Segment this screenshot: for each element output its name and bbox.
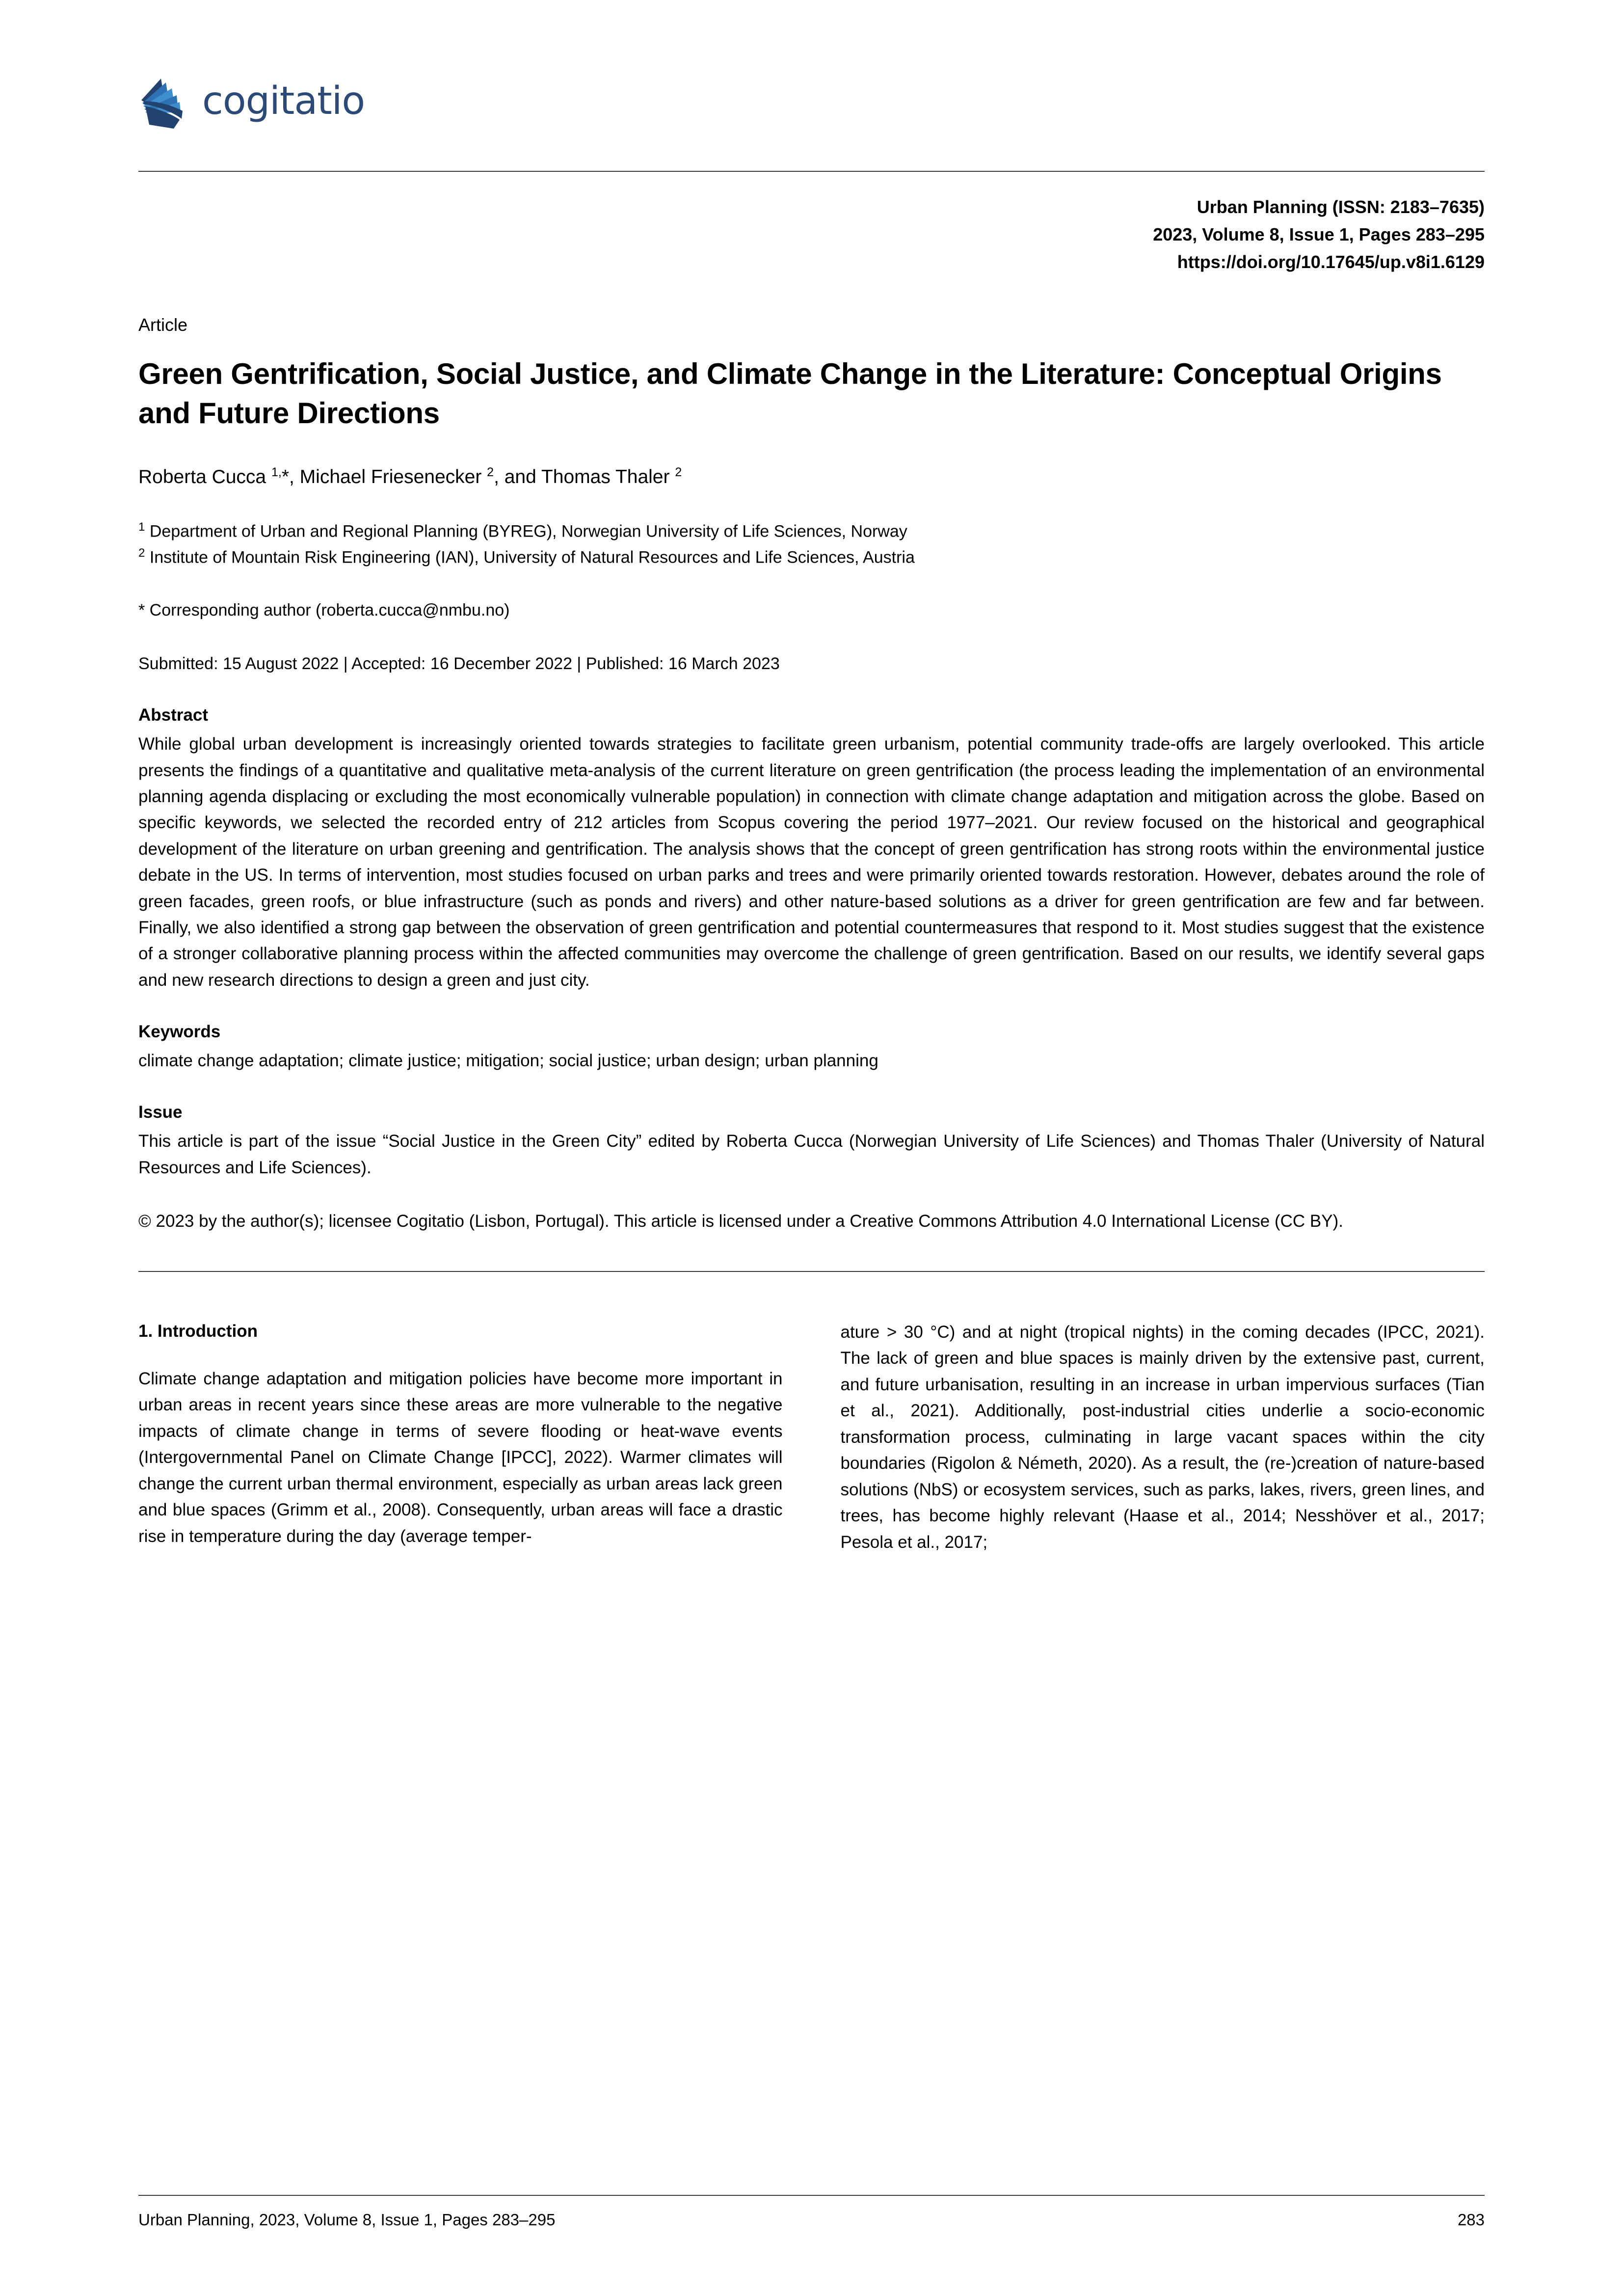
footer-divider [138, 2195, 1485, 2196]
page-footer [138, 2195, 1485, 2231]
masthead [138, 0, 1485, 152]
section-heading-introduction: 1. Introduction [138, 1321, 258, 1341]
publisher-logo [138, 74, 1485, 129]
intro-paragraph-right: ature > 30 °C) and at night (tropical nights) in the coming decades (IPCC, 2021). The lack of green and blue spaces is mainly driven by the extensive past, current, and future urbanisation, resulting in an increase in urban impervious surfaces (Tian et al., 2021). Additionally, post-industrial cities underlie a socio-economic transformation process, culminating in large vacant spaces within the city boundaries (Rigolon & Németh, 2020). As a result, the (re-)creation of nature-based solutions (NbS) or ecosystem services, such as parks, lakes, rivers, green lines, and trees, has become highly relevant (Haase et al., 2014; Nesshöver et al., 2017; Pesola et al., 2017; [840, 1322, 1485, 1552]
header-divider [138, 171, 1485, 172]
abstract-text: While global urban development is increasingly oriented towards strategies to facilitate green urbanism, potential community trade-offs are largely overlooked. This article presents the findings of a quantitative and qualitative meta-analysis of the current literature on green gentrification (the process leading the implementation of an environmental planning agenda displacing or excluding the most economically vulnerable population) in connection with climate change adaptation and mitigation across the globe. Based on specific keywords, we selected the recorded entry of 212 articles from Scopus covering the period 1977–2021. Our review focused on the historical and geographical development of the literature on urban greening and gentrification. The analysis shows that the concept of green gentrification has strong roots within the environmental justice debate in the US. In terms of intervention, most studies focused on urban parks and trees and were primarily oriented towards restoration. However, debates around the role of green facades, green roofs, or blue infrastructure (such as ponds and rivers) and other nature-based solutions as a driver for green gentrification are few and far between. Finally, we also identified a strong gap between the observation of green gentrification and potential countermeasures that respond to it. Most studies suggest that the existence of a stronger collaborative planning process within the affected communities may overcome the challenge of green gentrification. Based on our results, we identify several gaps and new research directions to design a green and just city. [138, 734, 1485, 990]
keywords-heading: Keywords [138, 1022, 221, 1042]
corresponding-author: * Corresponding author (roberta.cucca@nmbu.no) [138, 601, 510, 620]
abstract-heading: Abstract [138, 705, 208, 725]
issue-heading: Issue [138, 1103, 183, 1122]
affiliation-1-text: Department of Urban and Regional Planning (BYREG), Norwegian University of Life Sciences, Norway [149, 522, 907, 541]
issue-section [138, 1100, 1485, 1181]
affiliation-item-1: $^1$ Department of Urban and Regional Planning (BYREG), Norwegian University of Life Sciences, Norway [138, 520, 907, 541]
journal-metadata [138, 193, 1485, 275]
keywords-section [138, 1020, 1485, 1074]
intro-paragraph-left: Climate change adaptation and mitigation policies have become more important in urban areas in recent years since these areas are more vulnerable to the negative impacts of climate change in terms of severe flooding or heat-wave events (Intergovernmental Panel on Climate Change [IPCC], 2022). Warmer climates will change the current urban thermal environment, especially as urban areas lack green and blue spaces (Grimm et al., 2008). Consequently, urban areas will face a drastic rise in temperature during the day (average temper- [138, 1369, 783, 1546]
footer-page-number: 283 [1457, 2210, 1485, 2229]
abstract-section [138, 703, 1485, 993]
author-list: Roberta Cucca $^{1,}$*, Michael Friesenecker $^2$, and Thomas Thaler $^2$ [138, 465, 682, 487]
issue-text: This article is part of the issue “Social Justice in the Green City” edited by Roberta Cucca (Norwegian University of Life Sciences) and Thomas Thaler (University of Natural Resources and Life Sciences). [138, 1132, 1485, 1177]
journal-volume-line: 2023, Volume 8, Issue 1, Pages 283–295 [1153, 224, 1485, 244]
affiliation-list [138, 518, 1485, 570]
affiliation-item-2: $^2$ Institute of Mountain Risk Engineering (IAN), University of Natural Resources and Life Sciences, Austria [138, 546, 915, 567]
page-title: Green Gentrification, Social Justice, and Climate Change in the Literature: Conceptual Origins and Future Directions [138, 357, 1442, 430]
body-divider [138, 1271, 1485, 1272]
affiliation-2-text: Institute of Mountain Risk Engineering (IAN), University of Natural Resources and Life Sciences, Austria [149, 548, 915, 567]
body-columns [138, 1319, 1485, 1556]
column-right [841, 1319, 1485, 1556]
journal-doi-link[interactable]: https://doi.org/10.17645/up.v8i1.6129 [1177, 251, 1485, 272]
cogitatio-logo-icon [138, 74, 189, 129]
submission-dates: Submitted: 15 August 2022 | Accepted: 16 December 2022 | Published: 16 March 2023 [138, 654, 780, 674]
footer-citation: Urban Planning, 2023, Volume 8, Issue 1, Pages 283–295 [138, 2210, 556, 2229]
keywords-text: climate change adaptation; climate justice; mitigation; social justice; urban design; urban planning [138, 1051, 878, 1071]
copyright-notice: © 2023 by the author(s); licensee Cogitatio (Lisbon, Portugal). This article is licensed under a Creative Commons Attribution 4.0 International License (CC BY). [138, 1212, 1343, 1231]
publisher-wordmark: cogitatio [202, 79, 365, 123]
article-type-label: Article [138, 315, 188, 335]
column-left [138, 1319, 783, 1556]
journal-issn-line: Urban Planning (ISSN: 2183–7635) [1197, 197, 1485, 217]
